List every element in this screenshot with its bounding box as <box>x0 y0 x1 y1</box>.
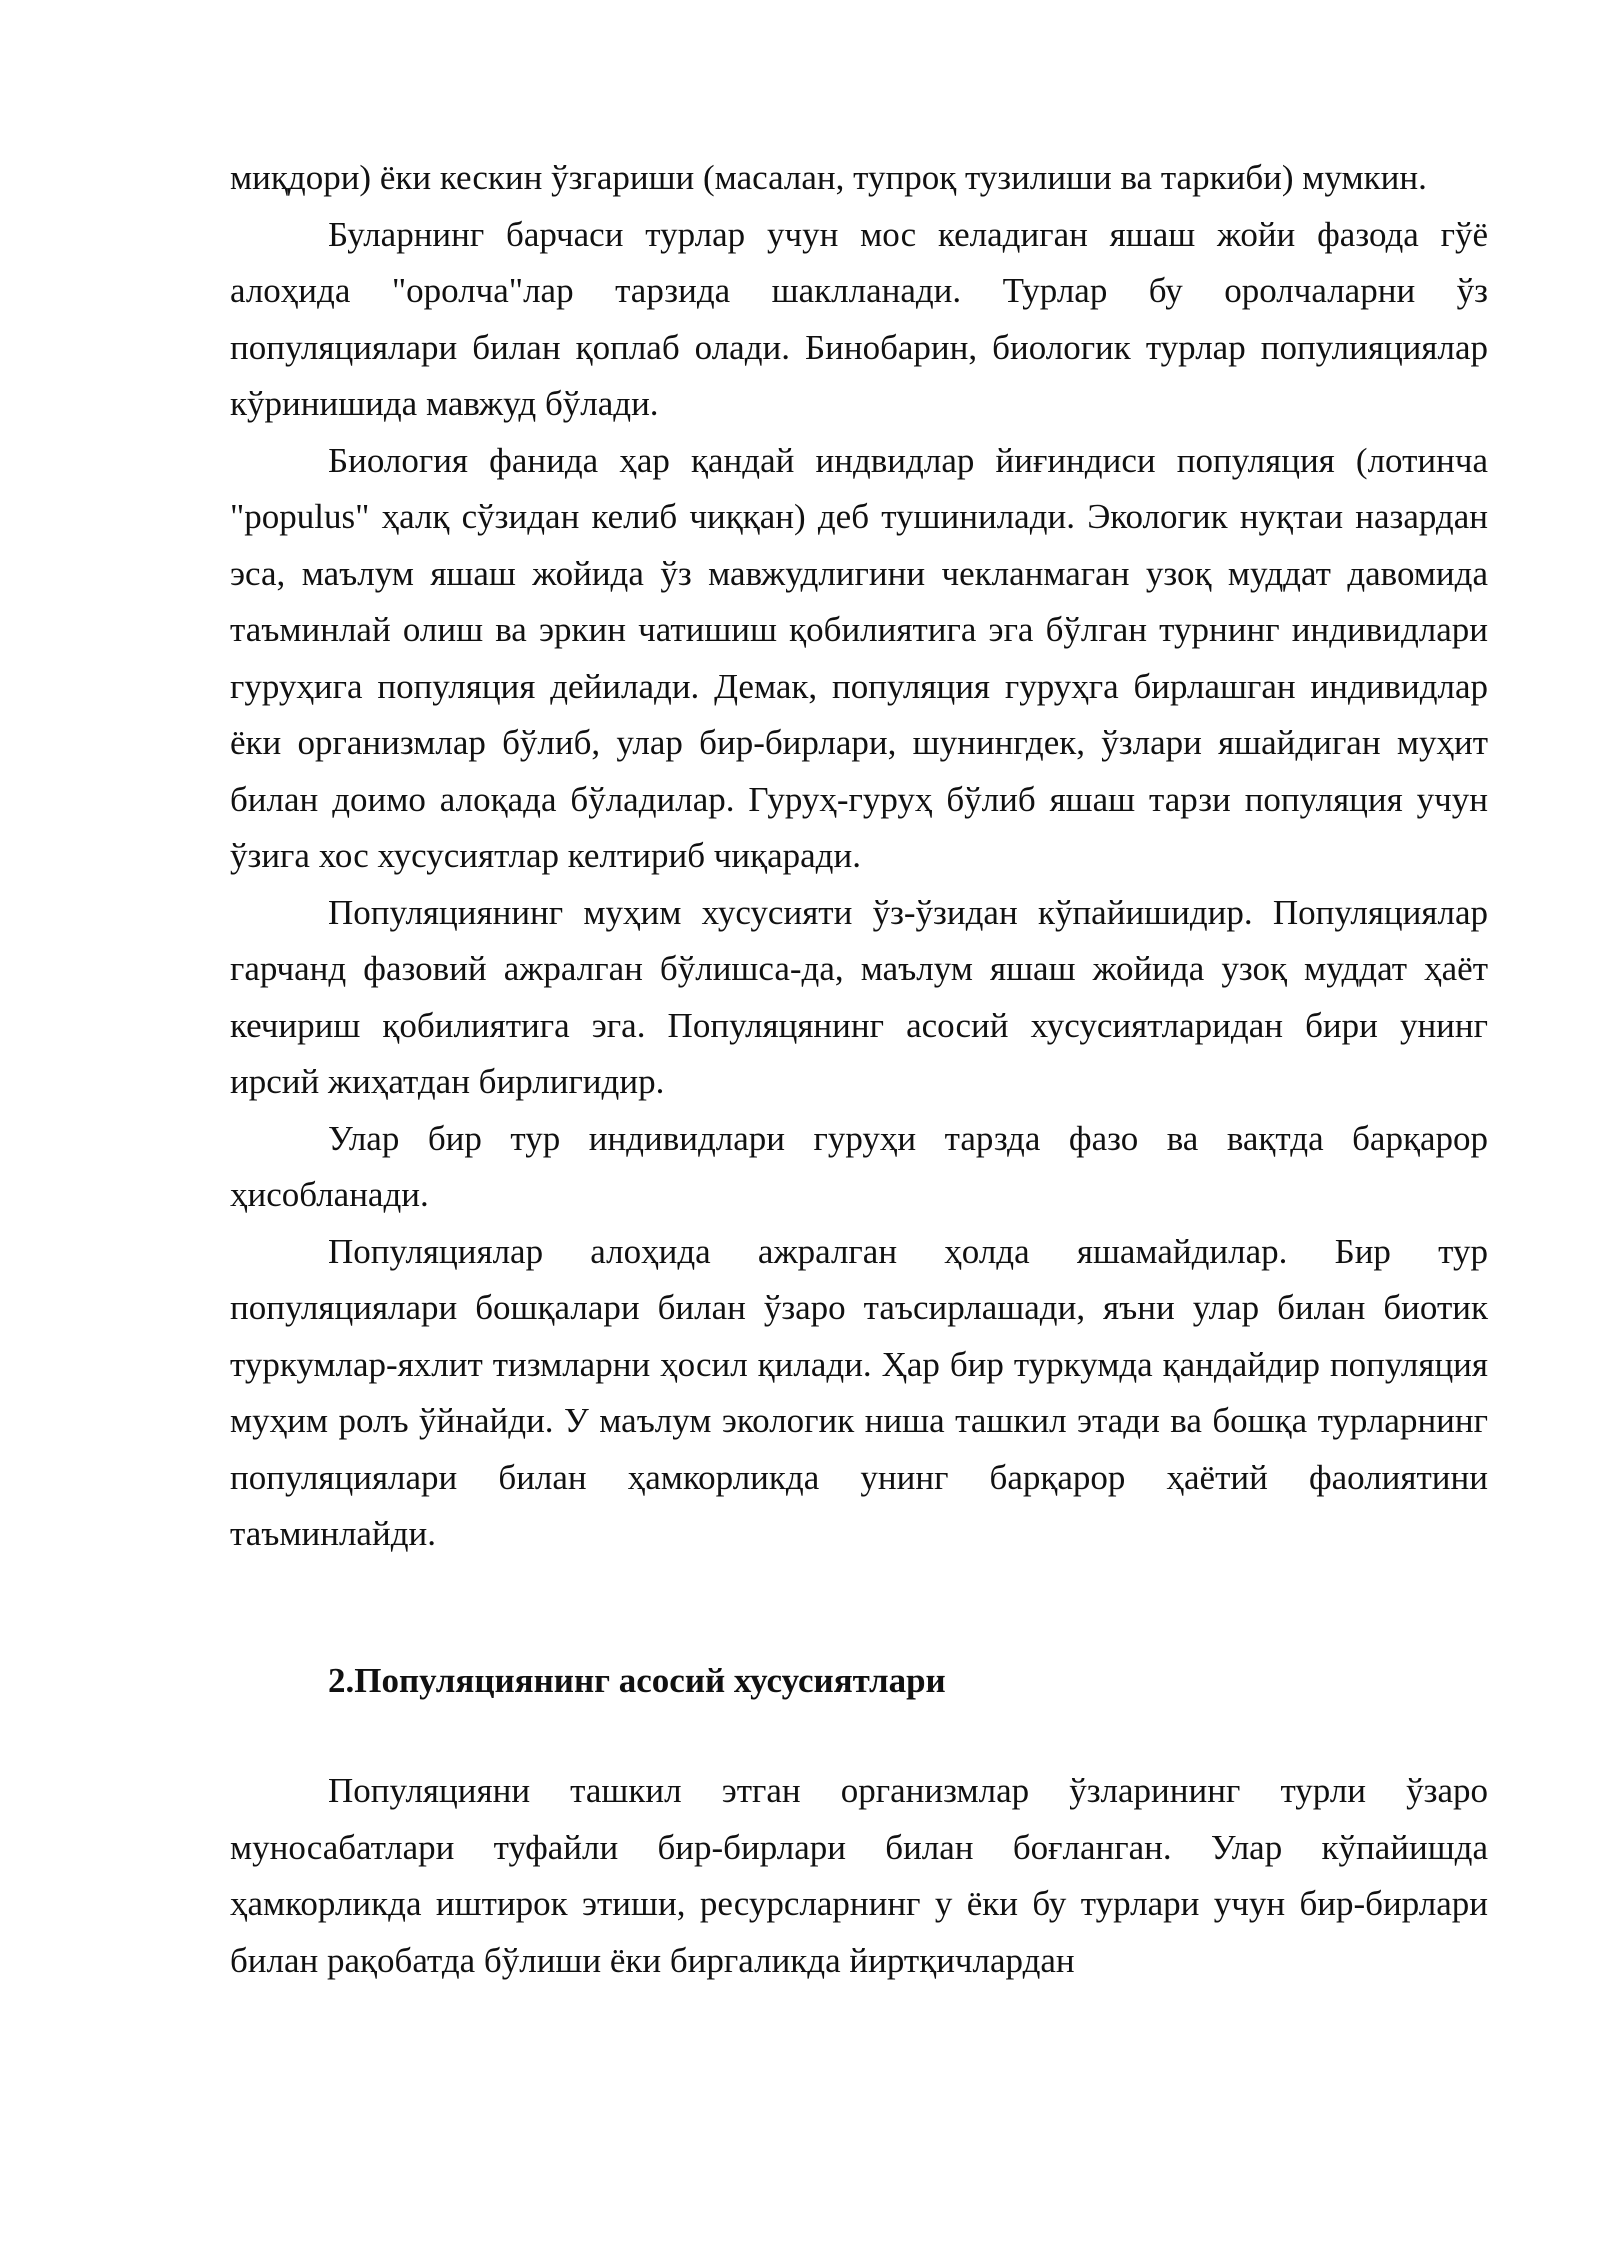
paragraph-interaction: Популяциялар алоҳида ажралган ҳолда яшамайдилар. Бир тур популяциялари бошқалари билан ўзаро таъсирлашади, яъни улар билан биотик туркумлар-яхлит тизмларни ҳосил қилади. Ҳар бир туркумда қандайдир популяция муҳим ролъ ўйнайди. У маълум экологик ниша ташкил этади ва бошқа турларнинг популяциялари билан ҳамкорликда унинг барқарор ҳаётий фаолиятини таъминлайди. <box>230 1231 1488 1553</box>
paragraph-self-reproduction: Популяциянинг муҳим хусусияти ўз-ўзидан кўпайишидир. Популяциялар гарчанд фазовий ажралган бўлишса-да, маълум яшаш жойида узоқ муддат ҳаёт кечириш қобилиятига эга. Популяцянинг асосий хусусиятларидан бири унинг ирсий жиҳатдан бирлигидир. <box>230 892 1488 1101</box>
section-heading: 2.Популяциянинг асосий хусусиятлари <box>328 1660 946 1700</box>
document-page <box>230 150 1488 1989</box>
paragraph-population-definition: Биология фанида ҳар қандай индвидлар йиғиндиси популяция (лотинча "populus" ҳалқ сўзидан келиб чиққан) деб тушинилади. Экологик нуқтаи назардан эса, маълум яшаш жойида ўз мавжудлигини чекланмаган узоқ муддат давомида таъминлай олиш ва эркин чатишиш қобилиятига эга бўлган турнинг индивидлари гуруҳига популяция дейилади. Демак, популяция гуруҳга бирлашган индивидлар ёки организмлар бўлиб, улар бир-бирлари, шунингдек, ўзлари яшайдиган муҳит билан доимо алоқада бўладилар. Гуруҳ-гуруҳ бўлиб яшаш тарзи популяция учун ўзига хос хусусиятлар келтириб чиқаради. <box>230 440 1488 875</box>
section-spacer <box>230 1709 1488 1763</box>
paragraph-stability: Улар бир тур индивидлари гуруҳи тарзда фазо ва вақтда барқарор ҳисобланади. <box>230 1118 1488 1214</box>
paragraph-habitat-islands: Буларнинг барчаси турлар учун мос келадиган яшаш жойи фазода гўё алоҳида "оролча"лар тарзида шаклланади. Турлар бу оролчаларни ўз популяциялари билан қоплаб олади. Бинобарин, биологик турлар популияциялар кўринишида мавжуд бўлади. <box>230 214 1488 423</box>
section-spacer <box>230 1563 1488 1653</box>
paragraph-continuation: миқдори) ёки кескин ўзгариши (масалан, тупроқ тузилиши ва таркиби) мумкин. <box>230 158 1427 197</box>
paragraph-organism-relations: Популяцияни ташкил этган организмлар ўзларининг турли ўзаро муносабатлари туфайли бир-бирлари билан боғланган. Улар кўпайишда ҳамкорликда иштирок этиши, ресурсларнинг у ёки бу турлари учун бир-бирлари билан рақобатда бўлиши ёки биргаликда йиртқичлардан <box>230 1771 1488 1980</box>
